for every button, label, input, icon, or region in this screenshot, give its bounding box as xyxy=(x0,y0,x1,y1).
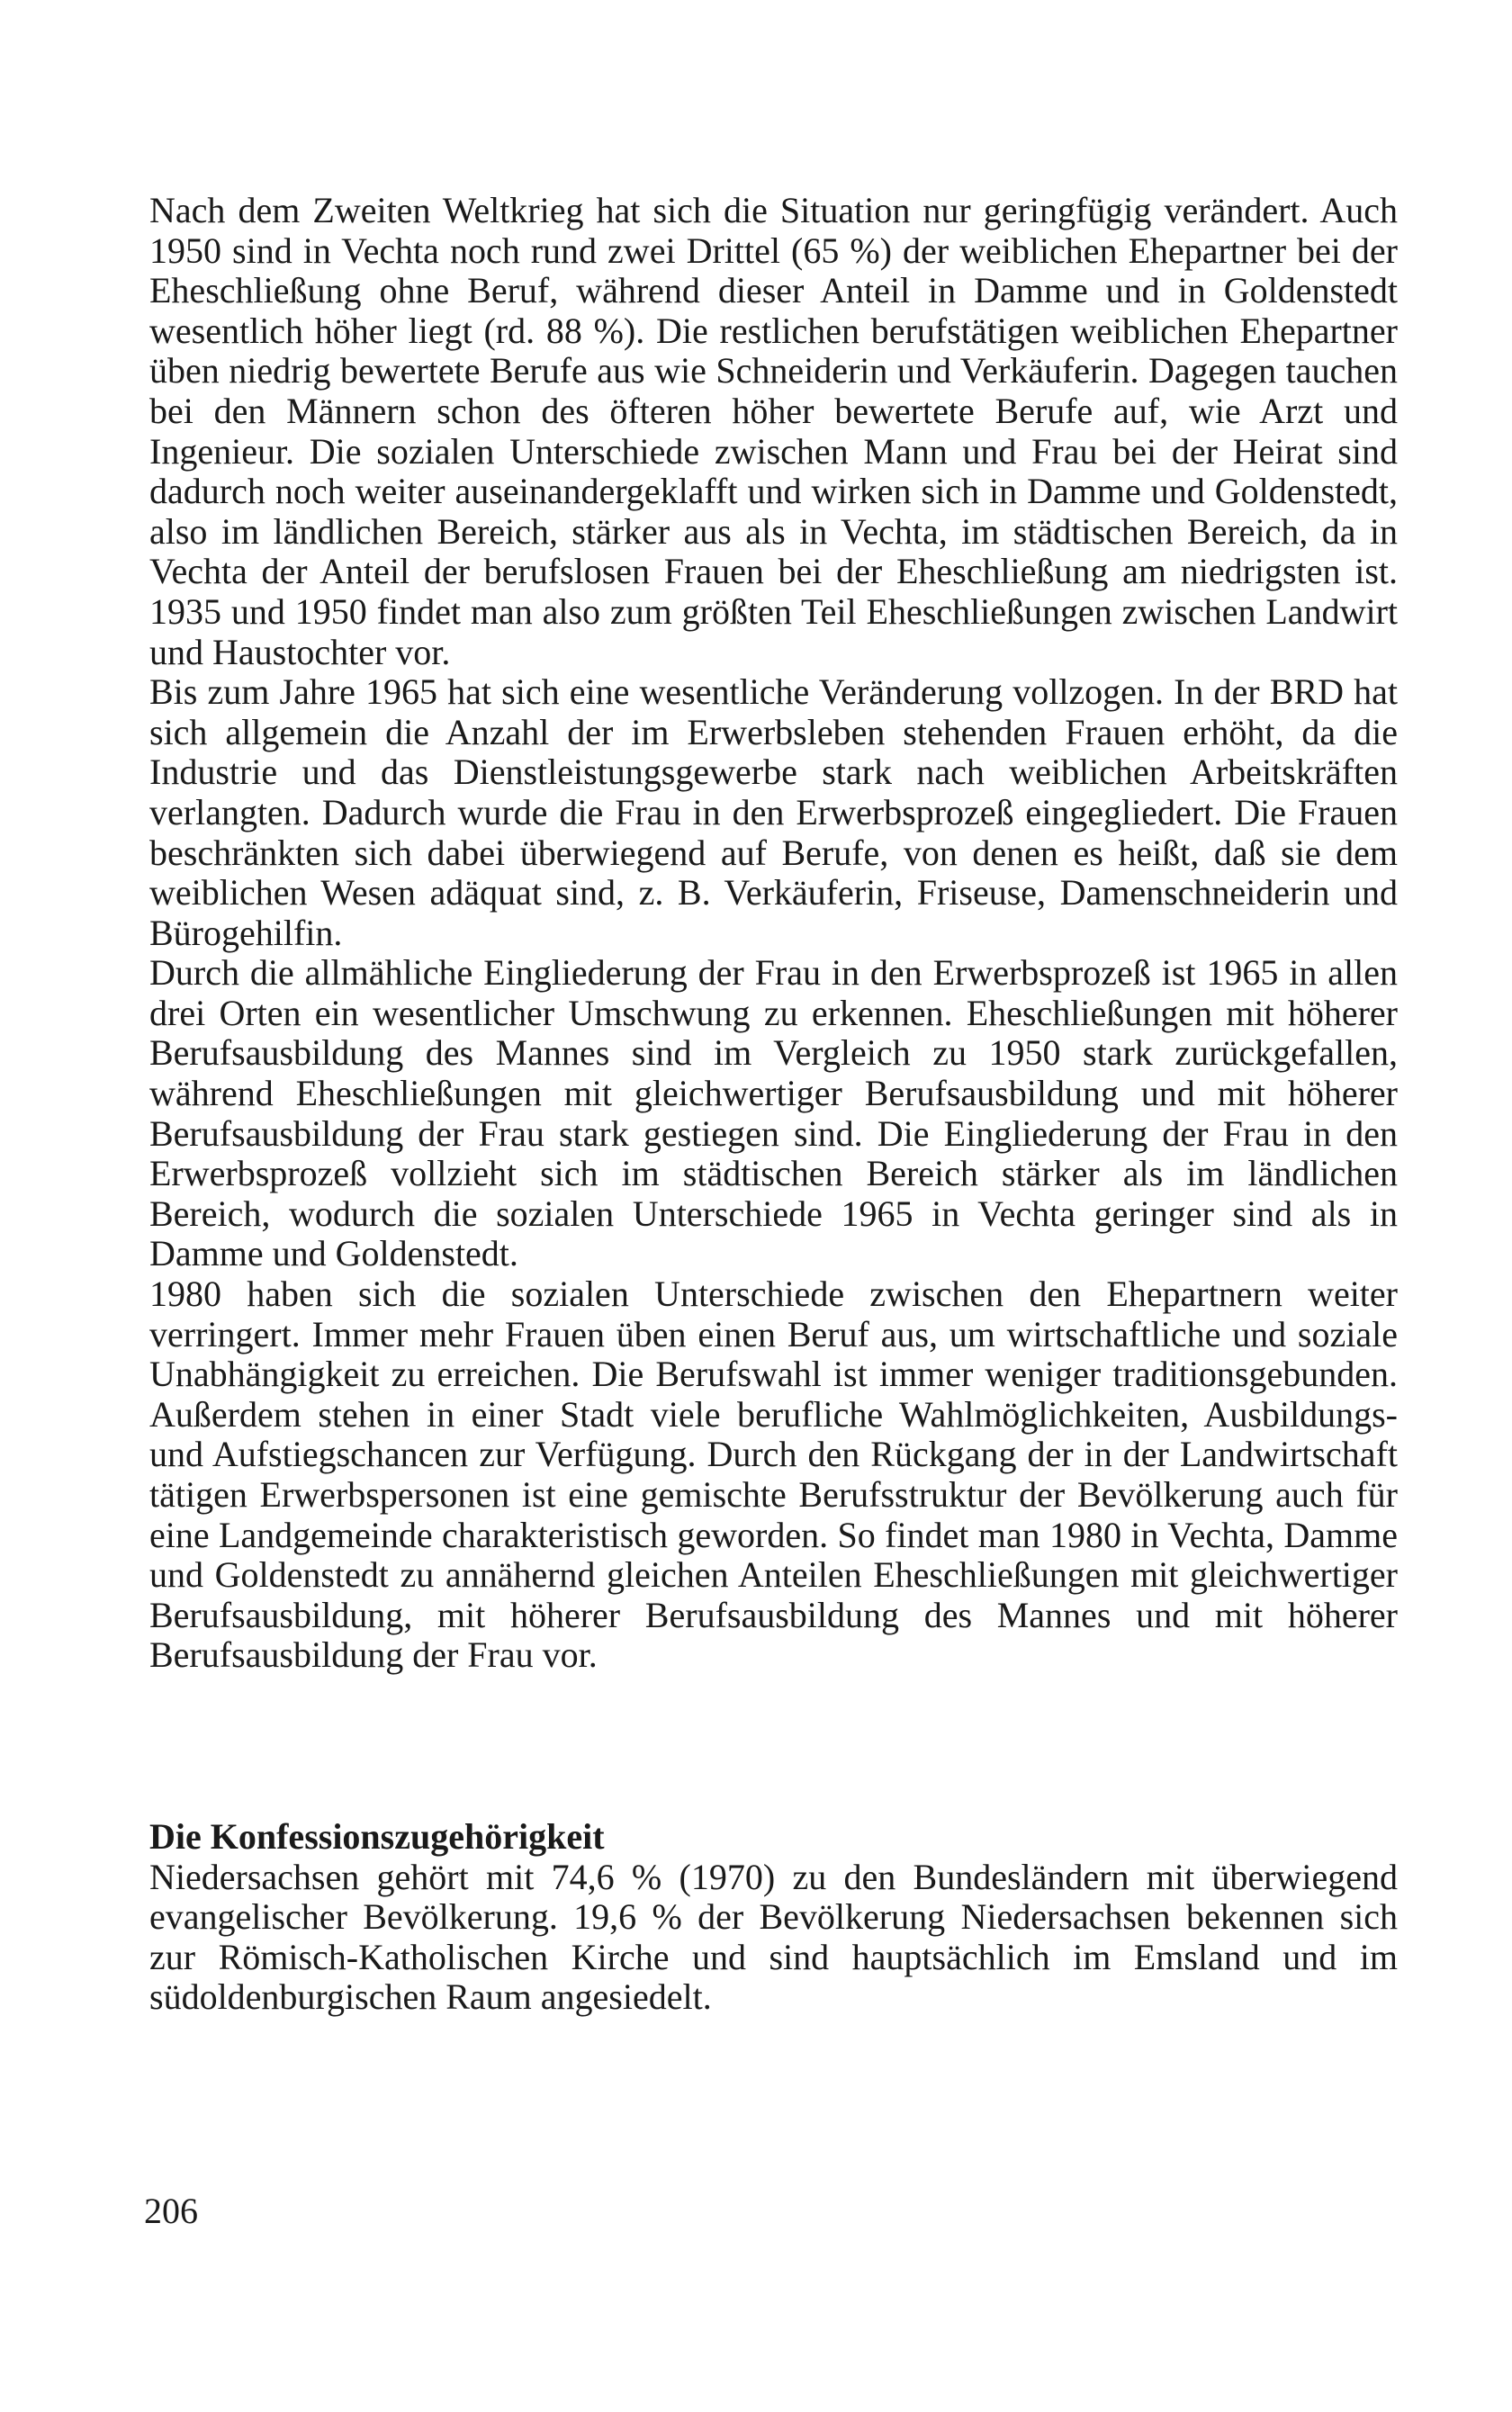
body-text xyxy=(149,191,1398,1676)
paragraph-1965-change: Durch die allmähliche Eingliederung der Frau in den Erwerbsprozeß ist 1965 in allen drei Orten ein wesentlicher Umschwung zu erkennen. Eheschließungen mit höherer Berufsausbildung des Mannes sind im Vergleich zu 1950 stark zurückgefallen, während Eheschließungen mit gleichwertiger Berufsausbildung und mit höherer Berufsausbildung der Frau stark gestiegen sind. Die Eingliederung der Frau in den Erwerbsprozeß vollzieht sich im städtischen Bereich stärker als im ländlichen Bereich, wodurch die sozialen Unterschiede 1965 in Vechta geringer sind als in Damme und Goldenstedt. xyxy=(149,952,1398,1274)
paragraph-1965-workforce: Bis zum Jahre 1965 hat sich eine wesentliche Veränderung vollzogen. In der BRD hat sich allgemein die Anzahl der im Erwerbsleben stehenden Frauen erhöht, da die Industrie und das Dienstleistungsgewerbe stark nach weiblichen Arbeitskräften verlangten. Dadurch wurde die Frau in den Erwerbsprozeß eingegliedert. Die Frauen beschränkten sich dabei überwiegend auf Berufe, von denen es heißt, daß sie dem weiblichen Wesen adäquat sind, z. B. Verkäuferin, Friseuse, Damenschneiderin und Bürogehilfin. xyxy=(149,671,1398,953)
section-paragraph: Niedersachsen gehört mit 74,6 % (1970) zu den Bundesländern mit überwiegend evangelischer Bevölkerung. 19,6 % der Bevölkerung Niedersachsen bekennen sich zur Römisch-Katholischen Kirche und sind hauptsächlich im Emsland und im südoldenburgischen Raum angesiedelt. xyxy=(149,1856,1398,2018)
page-number: 206 xyxy=(144,2191,198,2231)
paragraph-1980: 1980 haben sich die sozialen Unterschiede zwischen den Ehepartnern weiter verringert. Immer mehr Frauen üben einen Beruf aus, um wirtschaftliche und soziale Unabhängigkeit zu erreichen. Die Berufswahl ist immer weniger traditionsgebunden. Außerdem stehen in einer Stadt viele berufliche Wahlmöglichkeiten, Ausbildungs- und Aufstiegschancen zur Verfügung. Durch den Rückgang der in der Landwirtschaft tätigen Erwerbspersonen ist eine gemischte Berufsstruktur der Bevölkerung auch für eine Landgemeinde charakteristisch geworden. So findet man 1980 in Vechta, Damme und Goldenstedt zu annähernd gleichen Anteilen Eheschließungen mit gleichwertiger Berufsausbildung, mit höherer Berufsausbildung des Mannes und mit höherer Berufsausbildung der Frau vor. xyxy=(149,1274,1398,1676)
section-heading: Die Konfessionszugehörigkeit xyxy=(149,1816,605,1857)
paragraph-postwar: Nach dem Zweiten Weltkrieg hat sich die Situation nur geringfügig verändert. Auch 1950 sind in Vechta noch rund zwei Drittel (65 %) der weiblichen Ehepartner bei der Eheschließung ohne Beruf, während dieser Anteil in Damme und in Goldenstedt wesentlich höher liegt (rd. 88 %). Die restlichen berufstätigen weiblichen Ehepartner üben niedrig bewertete Berufe aus wie Schneiderin und Verkäuferin. Dagegen tauchen bei den Männern schon des öfteren höher bewertete Berufe auf, wie Arzt und Ingenieur. Die sozialen Unterschiede zwischen Mann und Frau bei der Heirat sind dadurch noch weiter auseinandergeklafft und wirken sich in Damme und Goldenstedt, also im ländlichen Bereich, stärker aus als in Vechta, im städtischen Bereich, da in Vechta der Anteil der berufslosen Frauen bei der Eheschließung am niedrigsten ist. 1935 und 1950 findet man also zum größten Teil Eheschließungen zwischen Landwirt und Haustochter vor. xyxy=(149,190,1398,672)
section-konfession xyxy=(149,1817,1398,2018)
